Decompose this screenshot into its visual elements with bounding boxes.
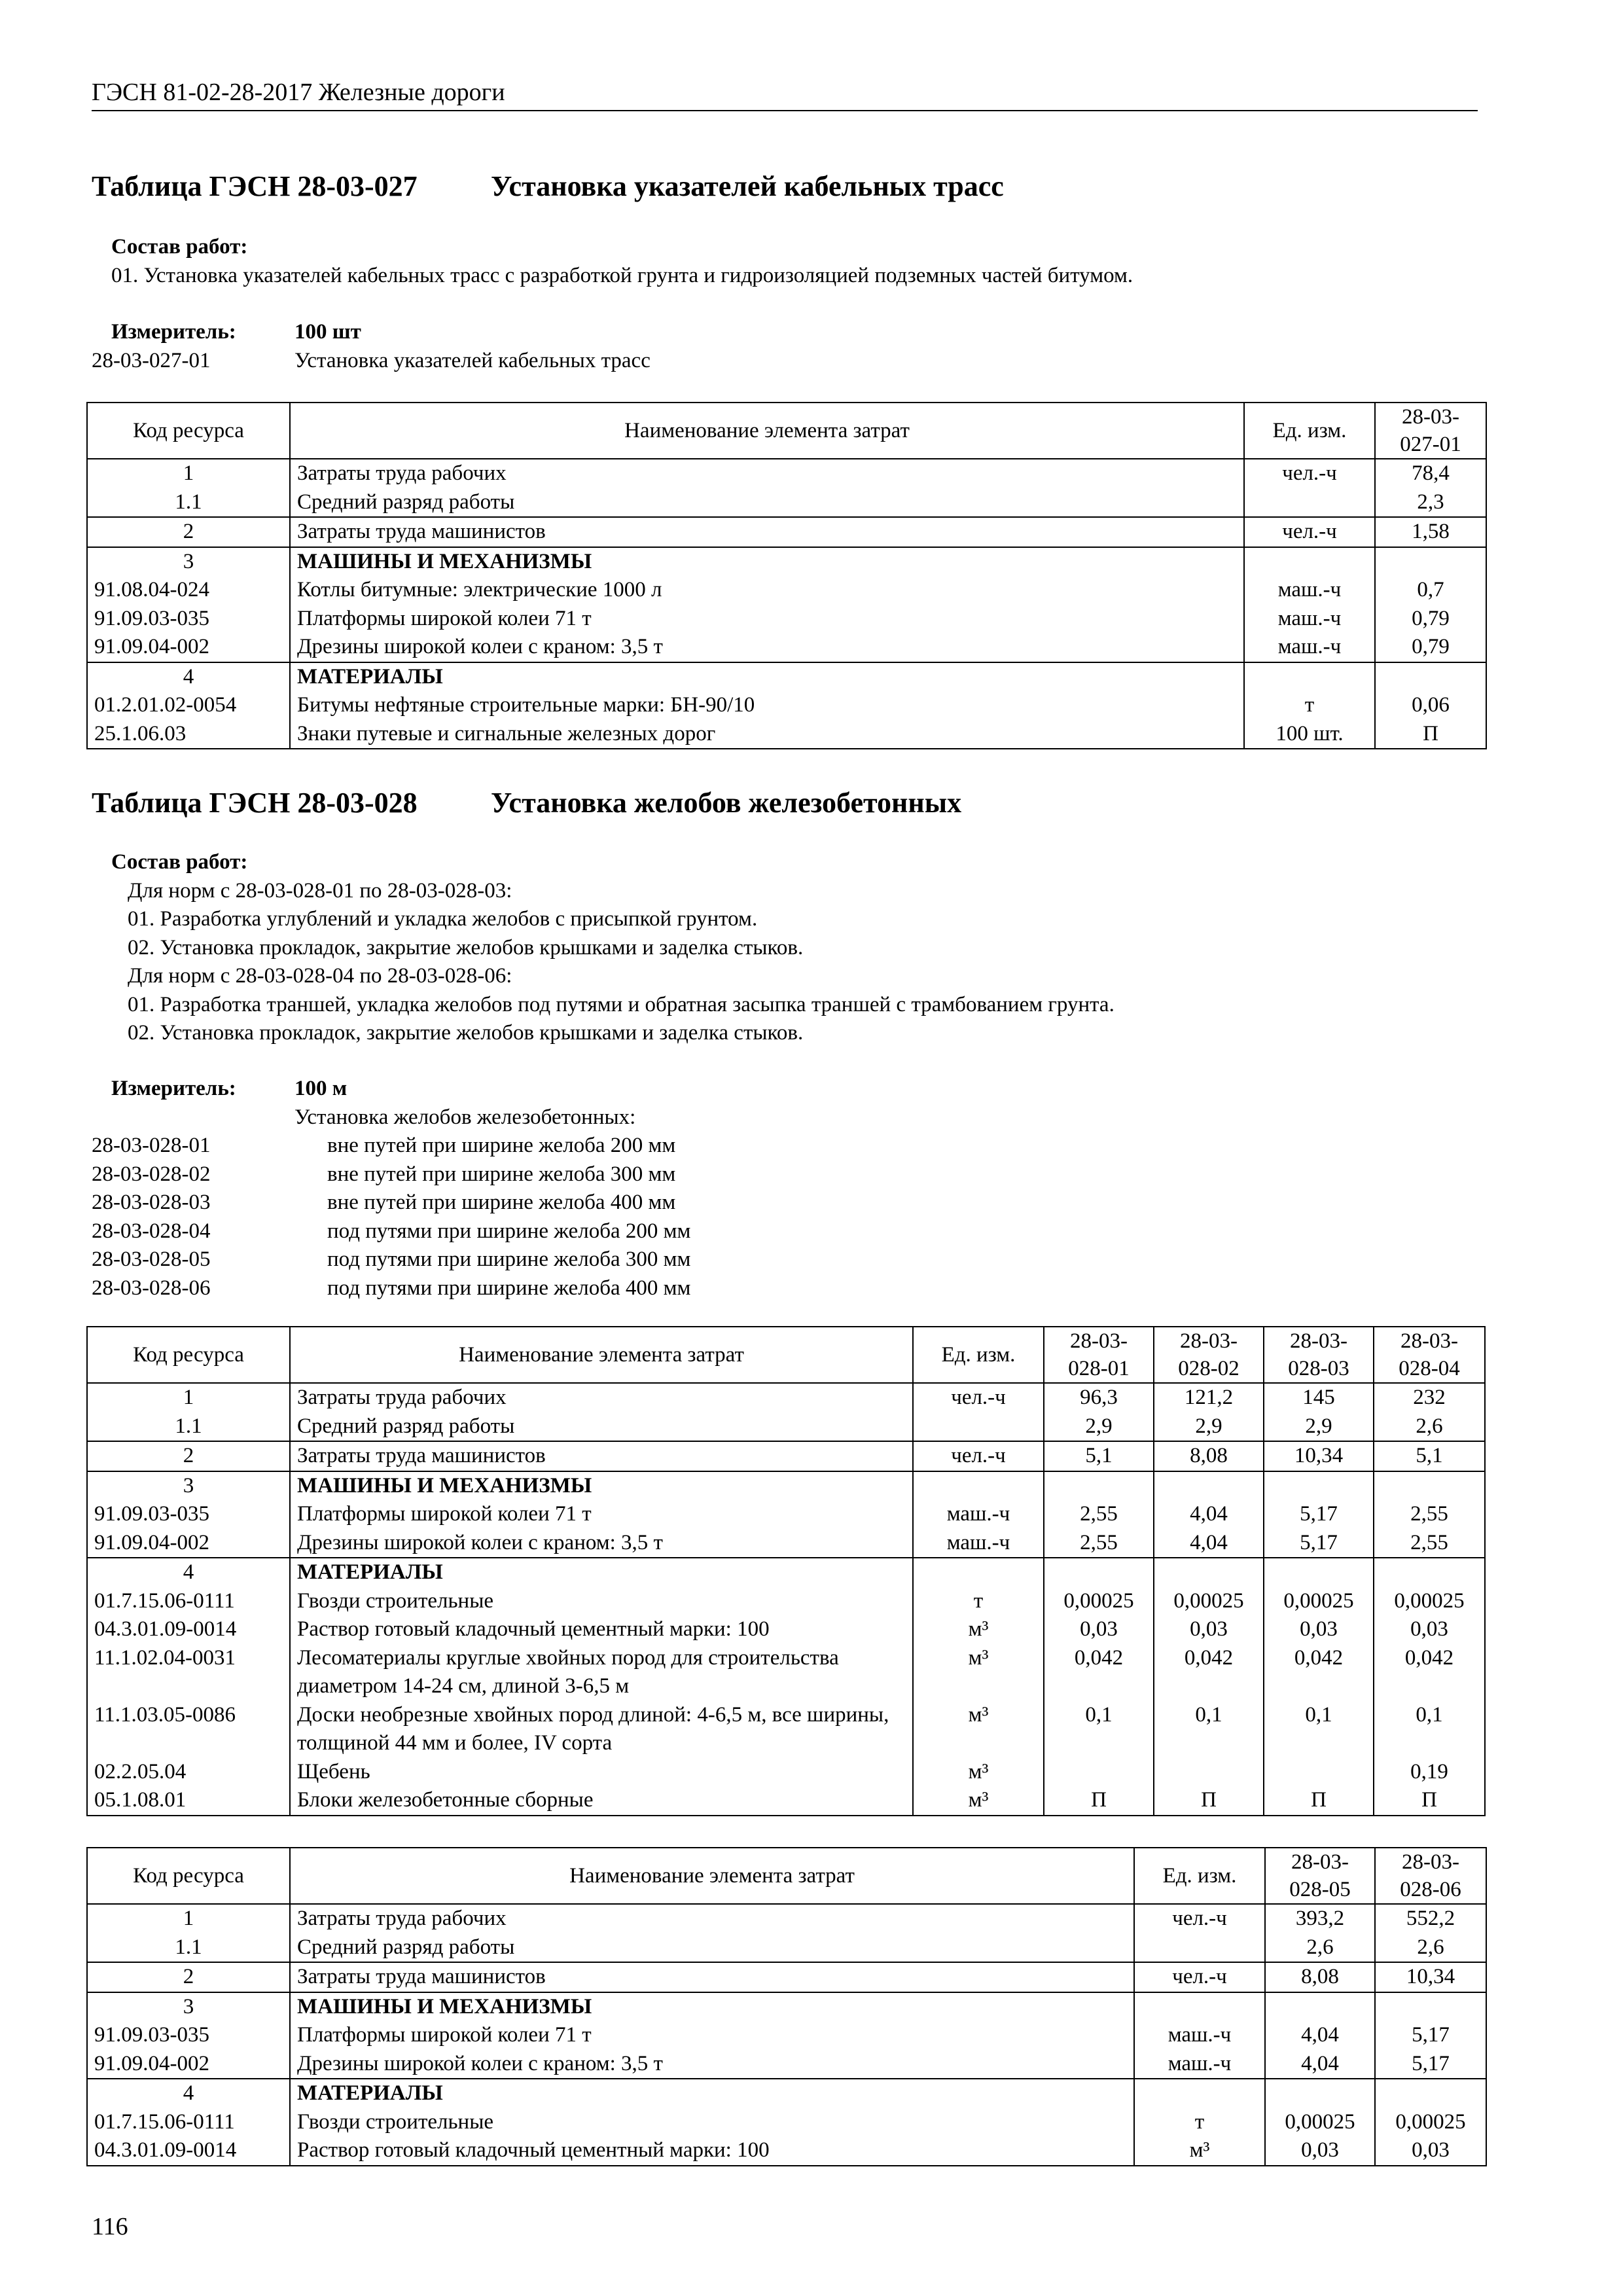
col-header-norm: 28-03-028-02 xyxy=(1154,1327,1264,1383)
norm-value: 78,4 xyxy=(1375,459,1486,488)
norm-value xyxy=(1374,1558,1485,1587)
col-header-norm: 28-03-028-06 xyxy=(1375,1848,1486,1904)
work-item: 01. Установка указателей кабельных трасс с разработкой грунта и гидроизоляцией подземных частей битумом. xyxy=(111,263,1133,287)
norm-value: 0,03 xyxy=(1264,1615,1374,1644)
resource-unit: м³ xyxy=(913,1786,1044,1816)
resource-unit xyxy=(1244,488,1375,518)
resource-name: МАТЕРИАЛЫ xyxy=(290,662,1244,692)
col-header-norm: 28-03-028-05 xyxy=(1265,1848,1375,1904)
norm-value: П xyxy=(1374,1786,1485,1816)
norm-value: 0,03 xyxy=(1044,1615,1154,1644)
resource-code: 4 xyxy=(87,2079,290,2108)
norm-value: 0,00025 xyxy=(1044,1587,1154,1616)
norm-value xyxy=(1375,547,1486,577)
resource-name: Затраты труда машинистов xyxy=(290,1962,1134,1992)
table-row xyxy=(87,517,1486,547)
norm-name: вне путей при ширине желоба 200 мм xyxy=(327,1134,676,1157)
table-row xyxy=(87,2079,1486,2108)
norm-value: 0,042 xyxy=(1154,1644,1264,1701)
resource-code: 2 xyxy=(87,1962,290,1992)
norm-value: 5,1 xyxy=(1374,1441,1485,1471)
work-item: 02. Установка прокладок, закрытие желобов крышками и заделка стыков. xyxy=(128,1021,804,1045)
norm-value: 0,1 xyxy=(1044,1701,1154,1758)
meter-value: 100 м xyxy=(294,1077,348,1100)
meter-label: Измеритель: xyxy=(111,1077,236,1100)
norm-value xyxy=(1375,2079,1486,2108)
norm-value: 0,1 xyxy=(1154,1701,1264,1758)
norm-value xyxy=(1264,1471,1374,1501)
norm-value: 2,55 xyxy=(1374,1529,1485,1558)
norm-value: 4,04 xyxy=(1154,1529,1264,1558)
norm-value: 0,00025 xyxy=(1264,1587,1374,1616)
norm-value: П xyxy=(1154,1786,1264,1816)
table-row xyxy=(87,662,1486,692)
resource-name: МАШИНЫ И МЕХАНИЗМЫ xyxy=(290,1992,1134,2022)
norm-code: 28-03-028-06 xyxy=(92,1276,211,1300)
resource-code: 3 xyxy=(87,1992,290,2022)
resource-unit: м³ xyxy=(913,1758,1044,1787)
norm-value: П xyxy=(1044,1786,1154,1816)
resource-code: 11.1.03.05-0086 xyxy=(87,1701,290,1758)
norm-value: 232 xyxy=(1374,1383,1485,1412)
meter-block-1 xyxy=(92,318,651,375)
resource-unit xyxy=(1244,662,1375,692)
norm-value: 4,04 xyxy=(1154,1500,1264,1529)
work-composition-1 xyxy=(92,233,1133,290)
resource-name: Затраты труда рабочих xyxy=(290,1383,913,1412)
resource-unit: м³ xyxy=(913,1701,1044,1758)
norm-value xyxy=(1265,1992,1375,2022)
norm-value: 0,00025 xyxy=(1374,1587,1485,1616)
table-row xyxy=(87,1558,1485,1587)
resource-name: МАТЕРИАЛЫ xyxy=(290,2079,1134,2108)
table-row xyxy=(87,2021,1486,2050)
norm-value: 96,3 xyxy=(1044,1383,1154,1412)
resource-code: 91.09.04-002 xyxy=(87,633,290,662)
resource-unit: м³ xyxy=(1134,2136,1265,2166)
col-header-unit: Ед. изм. xyxy=(1134,1848,1265,1904)
norm-code: 28-03-028-05 xyxy=(92,1247,211,1271)
resource-unit xyxy=(913,1471,1044,1501)
norm-value: 4,04 xyxy=(1265,2021,1375,2050)
resource-name: Блоки железобетонные сборные xyxy=(290,1786,913,1816)
resource-table-28-03-027 xyxy=(86,402,1487,749)
norm-value: 0,19 xyxy=(1374,1758,1485,1787)
table-code: Таблица ГЭСН 28-03-028 xyxy=(92,787,418,819)
norm-code: 28-03-027-01 xyxy=(92,348,211,372)
resource-name: МАШИНЫ И МЕХАНИЗМЫ xyxy=(290,1471,913,1501)
resource-code: 1.1 xyxy=(87,1933,290,1963)
resource-unit: маш.-ч xyxy=(1134,2050,1265,2079)
table-row xyxy=(87,1701,1485,1758)
norm-value: 0,00025 xyxy=(1265,2108,1375,2137)
resource-code: 3 xyxy=(87,1471,290,1501)
table-row xyxy=(87,1933,1486,1963)
norm-value: 5,17 xyxy=(1264,1500,1374,1529)
resource-table-28-03-028-part1 xyxy=(86,1326,1486,1816)
norm-name: вне путей при ширине желоба 400 мм xyxy=(327,1191,676,1214)
page-header: ГЭСН 81-02-28-2017 Железные дороги xyxy=(92,77,1478,111)
norm-value: 0,7 xyxy=(1375,576,1486,605)
table-row xyxy=(87,488,1486,518)
resource-name: Котлы битумные: электрические 1000 л xyxy=(290,576,1244,605)
norm-value: 0,042 xyxy=(1374,1644,1485,1701)
table-row xyxy=(87,1441,1485,1471)
resource-name: МАШИНЫ И МЕХАНИЗМЫ xyxy=(290,547,1244,577)
resource-unit: чел.-ч xyxy=(913,1383,1044,1412)
resource-code: 01.7.15.06-0111 xyxy=(87,1587,290,1616)
norm-value: 0,00025 xyxy=(1154,1587,1264,1616)
table-row xyxy=(87,1904,1486,1933)
resource-unit: т xyxy=(1134,2108,1265,2137)
work-item: 01. Разработка углублений и укладка желобов с присыпкой грунтом. xyxy=(128,907,758,931)
resource-unit xyxy=(1134,1992,1265,2022)
resource-code: 2 xyxy=(87,517,290,547)
norm-value: 8,08 xyxy=(1154,1441,1264,1471)
table-row xyxy=(87,576,1486,605)
resource-name: Затраты труда рабочих xyxy=(290,1904,1134,1933)
resource-name: Доски необрезные хвойных пород длиной: 4-6,5 м, все ширины, толщиной 44 мм и более, IV сорта xyxy=(290,1701,913,1758)
table-row xyxy=(87,1758,1485,1787)
resource-table-28-03-028-part2 xyxy=(86,1847,1487,2166)
table-row xyxy=(87,1786,1485,1816)
norm-name: под путями при ширине желоба 300 мм xyxy=(327,1247,691,1271)
resource-code: 1 xyxy=(87,459,290,488)
norm-value xyxy=(1264,1558,1374,1587)
resource-code: 4 xyxy=(87,662,290,692)
resource-code: 01.7.15.06-0111 xyxy=(87,2108,290,2137)
norm-value xyxy=(1154,1471,1264,1501)
norm-value: 10,34 xyxy=(1264,1441,1374,1471)
norm-value: 0,03 xyxy=(1154,1615,1264,1644)
table-row xyxy=(87,1587,1485,1616)
norm-code: 28-03-028-03 xyxy=(92,1191,211,1214)
meter-label: Измеритель: xyxy=(111,320,236,344)
norm-value: 0,042 xyxy=(1044,1644,1154,1701)
norm-value: 2,55 xyxy=(1044,1529,1154,1558)
norm-value: 552,2 xyxy=(1375,1904,1486,1933)
norm-code: 28-03-028-04 xyxy=(92,1219,211,1243)
norm-code: 28-03-028-02 xyxy=(92,1162,211,1186)
norm-value: 2,9 xyxy=(1264,1412,1374,1442)
work-composition-2 xyxy=(92,848,1115,1048)
table-row xyxy=(87,1412,1485,1442)
norm-value: 0,042 xyxy=(1264,1644,1374,1701)
norm-value: 10,34 xyxy=(1375,1962,1486,1992)
resource-unit xyxy=(913,1558,1044,1587)
norm-name: под путями при ширине желоба 400 мм xyxy=(327,1276,691,1300)
norm-value: 2,6 xyxy=(1265,1933,1375,1963)
norm-value: 4,04 xyxy=(1265,2050,1375,2079)
resource-name: Раствор готовый кладочный цементный марки: 100 xyxy=(290,2136,1134,2166)
norm-value: 0,03 xyxy=(1375,2136,1486,2166)
table-row xyxy=(87,1383,1485,1412)
resource-code: 1 xyxy=(87,1383,290,1412)
table-row xyxy=(87,1529,1485,1558)
resource-code: 02.2.05.04 xyxy=(87,1758,290,1787)
table-row xyxy=(87,1615,1485,1644)
norm-name: под путями при ширине желоба 200 мм xyxy=(327,1219,691,1243)
norm-value xyxy=(1044,1471,1154,1501)
resource-unit: м³ xyxy=(913,1615,1044,1644)
table-row xyxy=(87,605,1486,634)
col-header-norm: 28-03-028-01 xyxy=(1044,1327,1154,1383)
resource-name: Платформы широкой колеи 71 т xyxy=(290,1500,913,1529)
resource-unit: маш.-ч xyxy=(913,1500,1044,1529)
norm-value xyxy=(1265,2079,1375,2108)
table-row xyxy=(87,1500,1485,1529)
resource-unit xyxy=(913,1412,1044,1442)
work-item: Для норм с 28-03-028-04 по 28-03-028-06: xyxy=(128,964,512,988)
table-row xyxy=(87,2136,1486,2166)
table-name: Установка указателей кабельных трасс xyxy=(491,170,1004,202)
norm-value: 0,1 xyxy=(1374,1701,1485,1758)
table-row xyxy=(87,1992,1486,2022)
table-row xyxy=(87,1962,1486,1992)
table-row xyxy=(87,2108,1486,2137)
resource-name: Затраты труда машинистов xyxy=(290,517,1244,547)
resource-unit: маш.-ч xyxy=(1244,605,1375,634)
resource-unit: т xyxy=(1244,691,1375,720)
meter-value: 100 шт xyxy=(294,320,361,344)
norm-value: 5,17 xyxy=(1375,2050,1486,2079)
resource-unit: чел.-ч xyxy=(913,1441,1044,1471)
norm-value: 2,55 xyxy=(1374,1500,1485,1529)
table-title-28-03-027 xyxy=(92,169,1004,204)
col-header-name: Наименование элемента затрат xyxy=(290,403,1244,459)
resource-unit: т xyxy=(913,1587,1044,1616)
col-header-code: Код ресурса xyxy=(87,1327,290,1383)
resource-code: 91.09.04-002 xyxy=(87,1529,290,1558)
norm-value xyxy=(1375,1992,1486,2022)
resource-name: Знаки путевые и сигнальные железных дорог xyxy=(290,720,1244,749)
norm-value: 2,9 xyxy=(1154,1412,1264,1442)
resource-name: Средний разряд работы xyxy=(290,1412,913,1442)
norm-value: 2,6 xyxy=(1374,1412,1485,1442)
norm-value xyxy=(1264,1758,1374,1787)
meter-block-2 xyxy=(92,1075,690,1302)
resource-unit: маш.-ч xyxy=(1244,633,1375,662)
norm-value: 2,3 xyxy=(1375,488,1486,518)
resource-code: 1.1 xyxy=(87,1412,290,1442)
resource-name: Средний разряд работы xyxy=(290,488,1244,518)
norm-code: 28-03-028-01 xyxy=(92,1134,211,1157)
resource-unit: чел.-ч xyxy=(1244,459,1375,488)
norm-value: 1,58 xyxy=(1375,517,1486,547)
resource-name: Платформы широкой колеи 71 т xyxy=(290,605,1244,634)
norm-name: вне путей при ширине желоба 300 мм xyxy=(327,1162,676,1186)
resource-code: 05.1.08.01 xyxy=(87,1786,290,1816)
resource-unit: маш.-ч xyxy=(1134,2021,1265,2050)
norm-value: 2,6 xyxy=(1375,1933,1486,1963)
resource-name: МАТЕРИАЛЫ xyxy=(290,1558,913,1587)
resource-name: Затраты труда машинистов xyxy=(290,1441,913,1471)
resource-name: Гвозди строительные xyxy=(290,2108,1134,2137)
resource-code: 91.09.04-002 xyxy=(87,2050,290,2079)
norm-value: 5,17 xyxy=(1375,2021,1486,2050)
resource-name: Дрезины широкой колеи с краном: 3,5 т xyxy=(290,2050,1134,2079)
norm-value: П xyxy=(1264,1786,1374,1816)
table-row xyxy=(87,1471,1485,1501)
col-header-name: Наименование элемента затрат xyxy=(290,1327,913,1383)
resource-name: Лесоматериалы круглые хвойных пород для строительства диаметром 14-24 см, длиной 3-6,5 м xyxy=(290,1644,913,1701)
norm-name: Установка указателей кабельных трасс xyxy=(294,348,651,372)
table-name: Установка желобов железобетонных xyxy=(491,787,962,819)
norm-value: 8,08 xyxy=(1265,1962,1375,1992)
norm-value: 5,1 xyxy=(1044,1441,1154,1471)
table-row xyxy=(87,1644,1485,1701)
resource-code: 91.09.03-035 xyxy=(87,1500,290,1529)
resource-unit: м³ xyxy=(913,1644,1044,1701)
resource-name: Платформы широкой колеи 71 т xyxy=(290,2021,1134,2050)
resource-unit: чел.-ч xyxy=(1244,517,1375,547)
resource-unit xyxy=(1134,1933,1265,1963)
table-title-28-03-028 xyxy=(92,785,961,821)
norm-value xyxy=(1044,1558,1154,1587)
col-header-norm: 28-03-028-04 xyxy=(1374,1327,1485,1383)
resource-unit xyxy=(1244,547,1375,577)
norm-value xyxy=(1374,1471,1485,1501)
resource-code: 04.3.01.09-0014 xyxy=(87,2136,290,2166)
norm-value xyxy=(1154,1558,1264,1587)
norm-value: 0,06 xyxy=(1375,691,1486,720)
resource-name: Щебень xyxy=(290,1758,913,1787)
resource-name: Дрезины широкой колеи с краном: 3,5 т xyxy=(290,633,1244,662)
resource-unit: чел.-ч xyxy=(1134,1962,1265,1992)
norm-value: 0,79 xyxy=(1375,633,1486,662)
resource-code: 4 xyxy=(87,1558,290,1587)
resource-code: 2 xyxy=(87,1441,290,1471)
resource-code: 1 xyxy=(87,1904,290,1933)
resource-name: Дрезины широкой колеи с краном: 3,5 т xyxy=(290,1529,913,1558)
resource-name: Средний разряд работы xyxy=(290,1933,1134,1963)
col-header-code: Код ресурса xyxy=(87,403,290,459)
resource-name: Раствор готовый кладочный цементный марки: 100 xyxy=(290,1615,913,1644)
col-header-unit: Ед. изм. xyxy=(913,1327,1044,1383)
page-number: 116 xyxy=(92,2213,128,2240)
resource-code: 11.1.02.04-0031 xyxy=(87,1644,290,1701)
resource-code: 91.08.04-024 xyxy=(87,576,290,605)
table-row xyxy=(87,720,1486,749)
norm-value xyxy=(1044,1758,1154,1787)
norm-value xyxy=(1154,1758,1264,1787)
table-code: Таблица ГЭСН 28-03-027 xyxy=(92,170,418,202)
norm-value: 0,00025 xyxy=(1375,2108,1486,2137)
work-item: 01. Разработка траншей, укладка желобов под путями и обратная засыпка траншей с трамбованием грунта. xyxy=(128,992,1115,1016)
resource-name: Затраты труда рабочих xyxy=(290,459,1244,488)
resource-name: Битумы нефтяные строительные марки: БН-90/10 xyxy=(290,691,1244,720)
table-row xyxy=(87,633,1486,662)
resource-code: 3 xyxy=(87,547,290,577)
norm-value: 0,79 xyxy=(1375,605,1486,634)
work-label: Состав работ: xyxy=(111,850,248,874)
work-item: 02. Установка прокладок, закрытие желобов крышками и заделка стыков. xyxy=(128,935,804,960)
table-row xyxy=(87,547,1486,577)
norm-value xyxy=(1375,662,1486,692)
resource-unit: маш.-ч xyxy=(1244,576,1375,605)
norm-value: 121,2 xyxy=(1154,1383,1264,1412)
work-label: Состав работ: xyxy=(111,235,248,259)
norm-value: 5,17 xyxy=(1264,1529,1374,1558)
resource-unit: чел.-ч xyxy=(1134,1904,1265,1933)
resource-code: 04.3.01.09-0014 xyxy=(87,1615,290,1644)
norm-value: 0,1 xyxy=(1264,1701,1374,1758)
work-item: Для норм с 28-03-028-01 по 28-03-028-03: xyxy=(128,878,512,903)
resource-name: Гвозди строительные xyxy=(290,1587,913,1616)
resource-unit: 100 шт. xyxy=(1244,720,1375,749)
resource-unit: маш.-ч xyxy=(913,1529,1044,1558)
table-row xyxy=(87,2050,1486,2079)
norm-value: 2,9 xyxy=(1044,1412,1154,1442)
norm-value: 0,03 xyxy=(1374,1615,1485,1644)
col-header-code: Код ресурса xyxy=(87,1848,290,1904)
col-header-norm: 28-03-028-03 xyxy=(1264,1327,1374,1383)
resource-code: 01.2.01.02-0054 xyxy=(87,691,290,720)
col-header-unit: Ед. изм. xyxy=(1244,403,1375,459)
norm-value: 2,55 xyxy=(1044,1500,1154,1529)
resource-code: 1.1 xyxy=(87,488,290,518)
resource-unit xyxy=(1134,2079,1265,2108)
col-header-name: Наименование элемента затрат xyxy=(290,1848,1134,1904)
norm-value: П xyxy=(1375,720,1486,749)
norm-value: 145 xyxy=(1264,1383,1374,1412)
table-row xyxy=(87,691,1486,720)
norm-value: 0,03 xyxy=(1265,2136,1375,2166)
resource-code: 91.09.03-035 xyxy=(87,605,290,634)
norms-intro: Установка желобов железобетонных: xyxy=(294,1105,636,1129)
resource-code: 25.1.06.03 xyxy=(87,720,290,749)
norm-value: 393,2 xyxy=(1265,1904,1375,1933)
resource-code: 91.09.03-035 xyxy=(87,2021,290,2050)
col-header-norm: 28-03-027-01 xyxy=(1375,403,1486,459)
table-row xyxy=(87,459,1486,488)
